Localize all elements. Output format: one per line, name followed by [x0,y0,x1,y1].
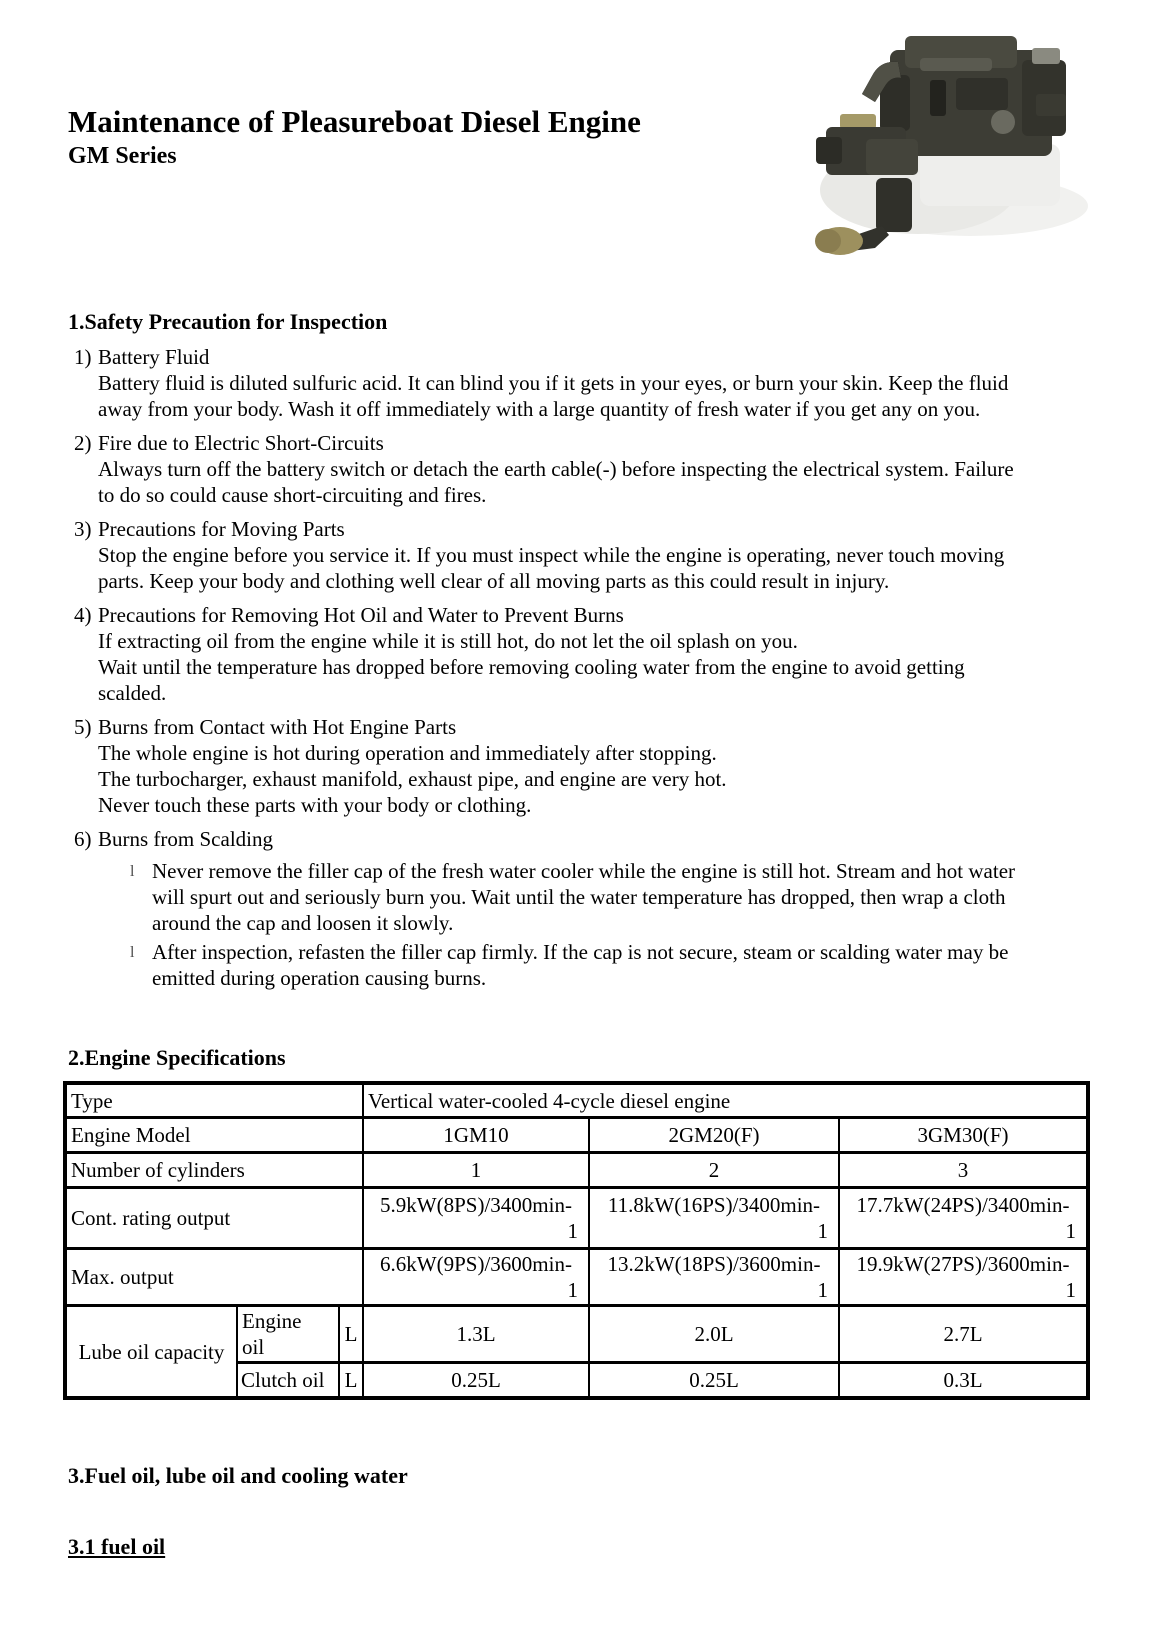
section-safety [68,308,1022,991]
safety-item-6 [68,826,1022,991]
clutch-oil-value-cell: 0.25L [363,1363,589,1399]
section-safety-heading: 1.Safety Precaution for Inspection [68,309,388,334]
item-number: 6) [74,827,92,851]
item-number: 5) [74,715,92,739]
clutch-oil-label-cell: Clutch oil [237,1363,339,1399]
table-row-max-output [65,1249,1088,1306]
bullet-item [68,939,1022,991]
item-title: Battery Fluid [98,345,210,369]
cont-rating-cell: 11.8kW(16PS)/3400min- 1 [589,1188,839,1249]
max-output-cell: 6.6kW(9PS)/3600min- 1 [363,1249,589,1306]
item-body-line: Always turn off the battery switch or detach the earth cable(-) before inspecting the electrical system. Failure to do so could cause short-circuiting and fires. [98,457,1014,507]
engine-oil-value-cell: 1.3L [363,1306,589,1363]
cont-rating-label-cell: Cont. rating output [65,1188,363,1249]
item-body-line: Never touch these parts with your body or clothing. [98,793,532,817]
engine-oil-value-cell: 2.0L [589,1306,839,1363]
cylinders-cell: 3 [839,1153,1088,1188]
bullet-marker: l [130,863,135,880]
page-title: Maintenance of Pleasureboat Diesel Engine [68,104,641,139]
engine-spec-table [63,1081,1090,1400]
bullet-text: After inspection, refasten the filler cap firmly. If the cap is not secure, steam or scalding water may be emitted during operation causing burns. [152,940,1009,990]
max-output-cell: 13.2kW(18PS)/3600min- 1 [589,1249,839,1306]
item-body-line: If extracting oil from the engine while it is still hot, do not let the oil splash on you. [98,629,798,653]
safety-item-2 [68,430,1022,508]
safety-item-4 [68,602,1022,706]
item-body-line: Battery fluid is diluted sulfuric acid. It can blind you if it gets in your eyes, or burn your skin. Keep the fluid away from your body. Wash it off immediately with a large quantity of fresh water if you get any on you. [98,371,1009,421]
clutch-oil-value-cell: 0.25L [589,1363,839,1399]
bullet-marker: l [130,944,135,961]
title-block [68,102,641,171]
clutch-oil-value-cell: 0.3L [839,1363,1088,1399]
scalding-bullets [68,858,1022,991]
max-output-cell: 19.9kW(27PS)/3600min- 1 [839,1249,1088,1306]
cylinders-label-cell: Number of cylinders [65,1153,363,1188]
type-value-cell: Vertical water-cooled 4-cycle diesel engine [363,1083,1088,1118]
table-row-type [65,1083,1088,1118]
cont-rating-cell: 17.7kW(24PS)/3400min- 1 [839,1188,1088,1249]
cylinders-cell: 2 [589,1153,839,1188]
type-label-cell: Type [65,1083,363,1118]
table-row-engine-oil [65,1306,1088,1363]
item-number: 2) [74,431,92,455]
model-label-cell: Engine Model [65,1118,363,1153]
section-specifications [63,1044,1090,1400]
safety-item-3 [68,516,1022,594]
unit-cell: L [339,1363,363,1399]
item-number: 3) [74,517,92,541]
bullet-item [68,858,1022,936]
section-fuel-oil-subheading: 3.1 fuel oil [68,1534,166,1559]
table-row-cont-rating [65,1188,1088,1249]
safety-item-5 [68,714,1022,818]
cont-rating-cell: 5.9kW(8PS)/3400min- 1 [363,1188,589,1249]
item-number: 1) [74,345,92,369]
model-cell: 3GM30(F) [839,1118,1088,1153]
engine-oil-value-cell: 2.7L [839,1306,1088,1363]
item-body-line: Wait until the temperature has dropped before removing cooling water from the engine to avoid getting scalded. [98,655,965,705]
engine-oil-label-cell: Engine oil [237,1306,339,1363]
item-title: Fire due to Electric Short-Circuits [98,431,384,455]
section-fuel-heading: 3.Fuel oil, lube oil and cooling water [68,1463,408,1488]
unit-cell: L [339,1306,363,1363]
section-specifications-heading: 2.Engine Specifications [68,1045,286,1070]
max-output-label-cell: Max. output [65,1249,363,1306]
cylinders-cell: 1 [363,1153,589,1188]
model-cell: 2GM20(F) [589,1118,839,1153]
item-body-line: Stop the engine before you service it. If you must inspect while the engine is operating, never touch moving parts. Keep your body and clothing well clear of all moving parts as this could result in injury. [98,543,1005,593]
lube-capacity-label-cell: Lube oil capacity [65,1306,237,1399]
item-number: 4) [74,603,92,627]
table-row-cylinders [65,1153,1088,1188]
safety-item-1 [68,344,1022,422]
item-body-line: The whole engine is hot during operation and immediately after stopping. [98,741,717,765]
item-title: Burns from Contact with Hot Engine Parts [98,715,457,739]
table-row-engine-model [65,1118,1088,1153]
bullet-text: Never remove the filler cap of the fresh water cooler while the engine is still hot. Stream and hot water will spurt out and seriously burn you. Wait until the water temperature has dropped, then wrap a cloth around the cap and loosen it slowly. [152,859,1016,935]
item-title: Precautions for Moving Parts [98,517,345,541]
page-subtitle: GM Series [68,143,177,169]
item-title: Burns from Scalding [98,827,273,851]
item-title: Precautions for Removing Hot Oil and Water to Prevent Burns [98,603,624,627]
model-cell: 1GM10 [363,1118,589,1153]
engine-photo [770,20,1102,260]
item-body-line: The turbocharger, exhaust manifold, exhaust pipe, and engine are very hot. [98,767,727,791]
